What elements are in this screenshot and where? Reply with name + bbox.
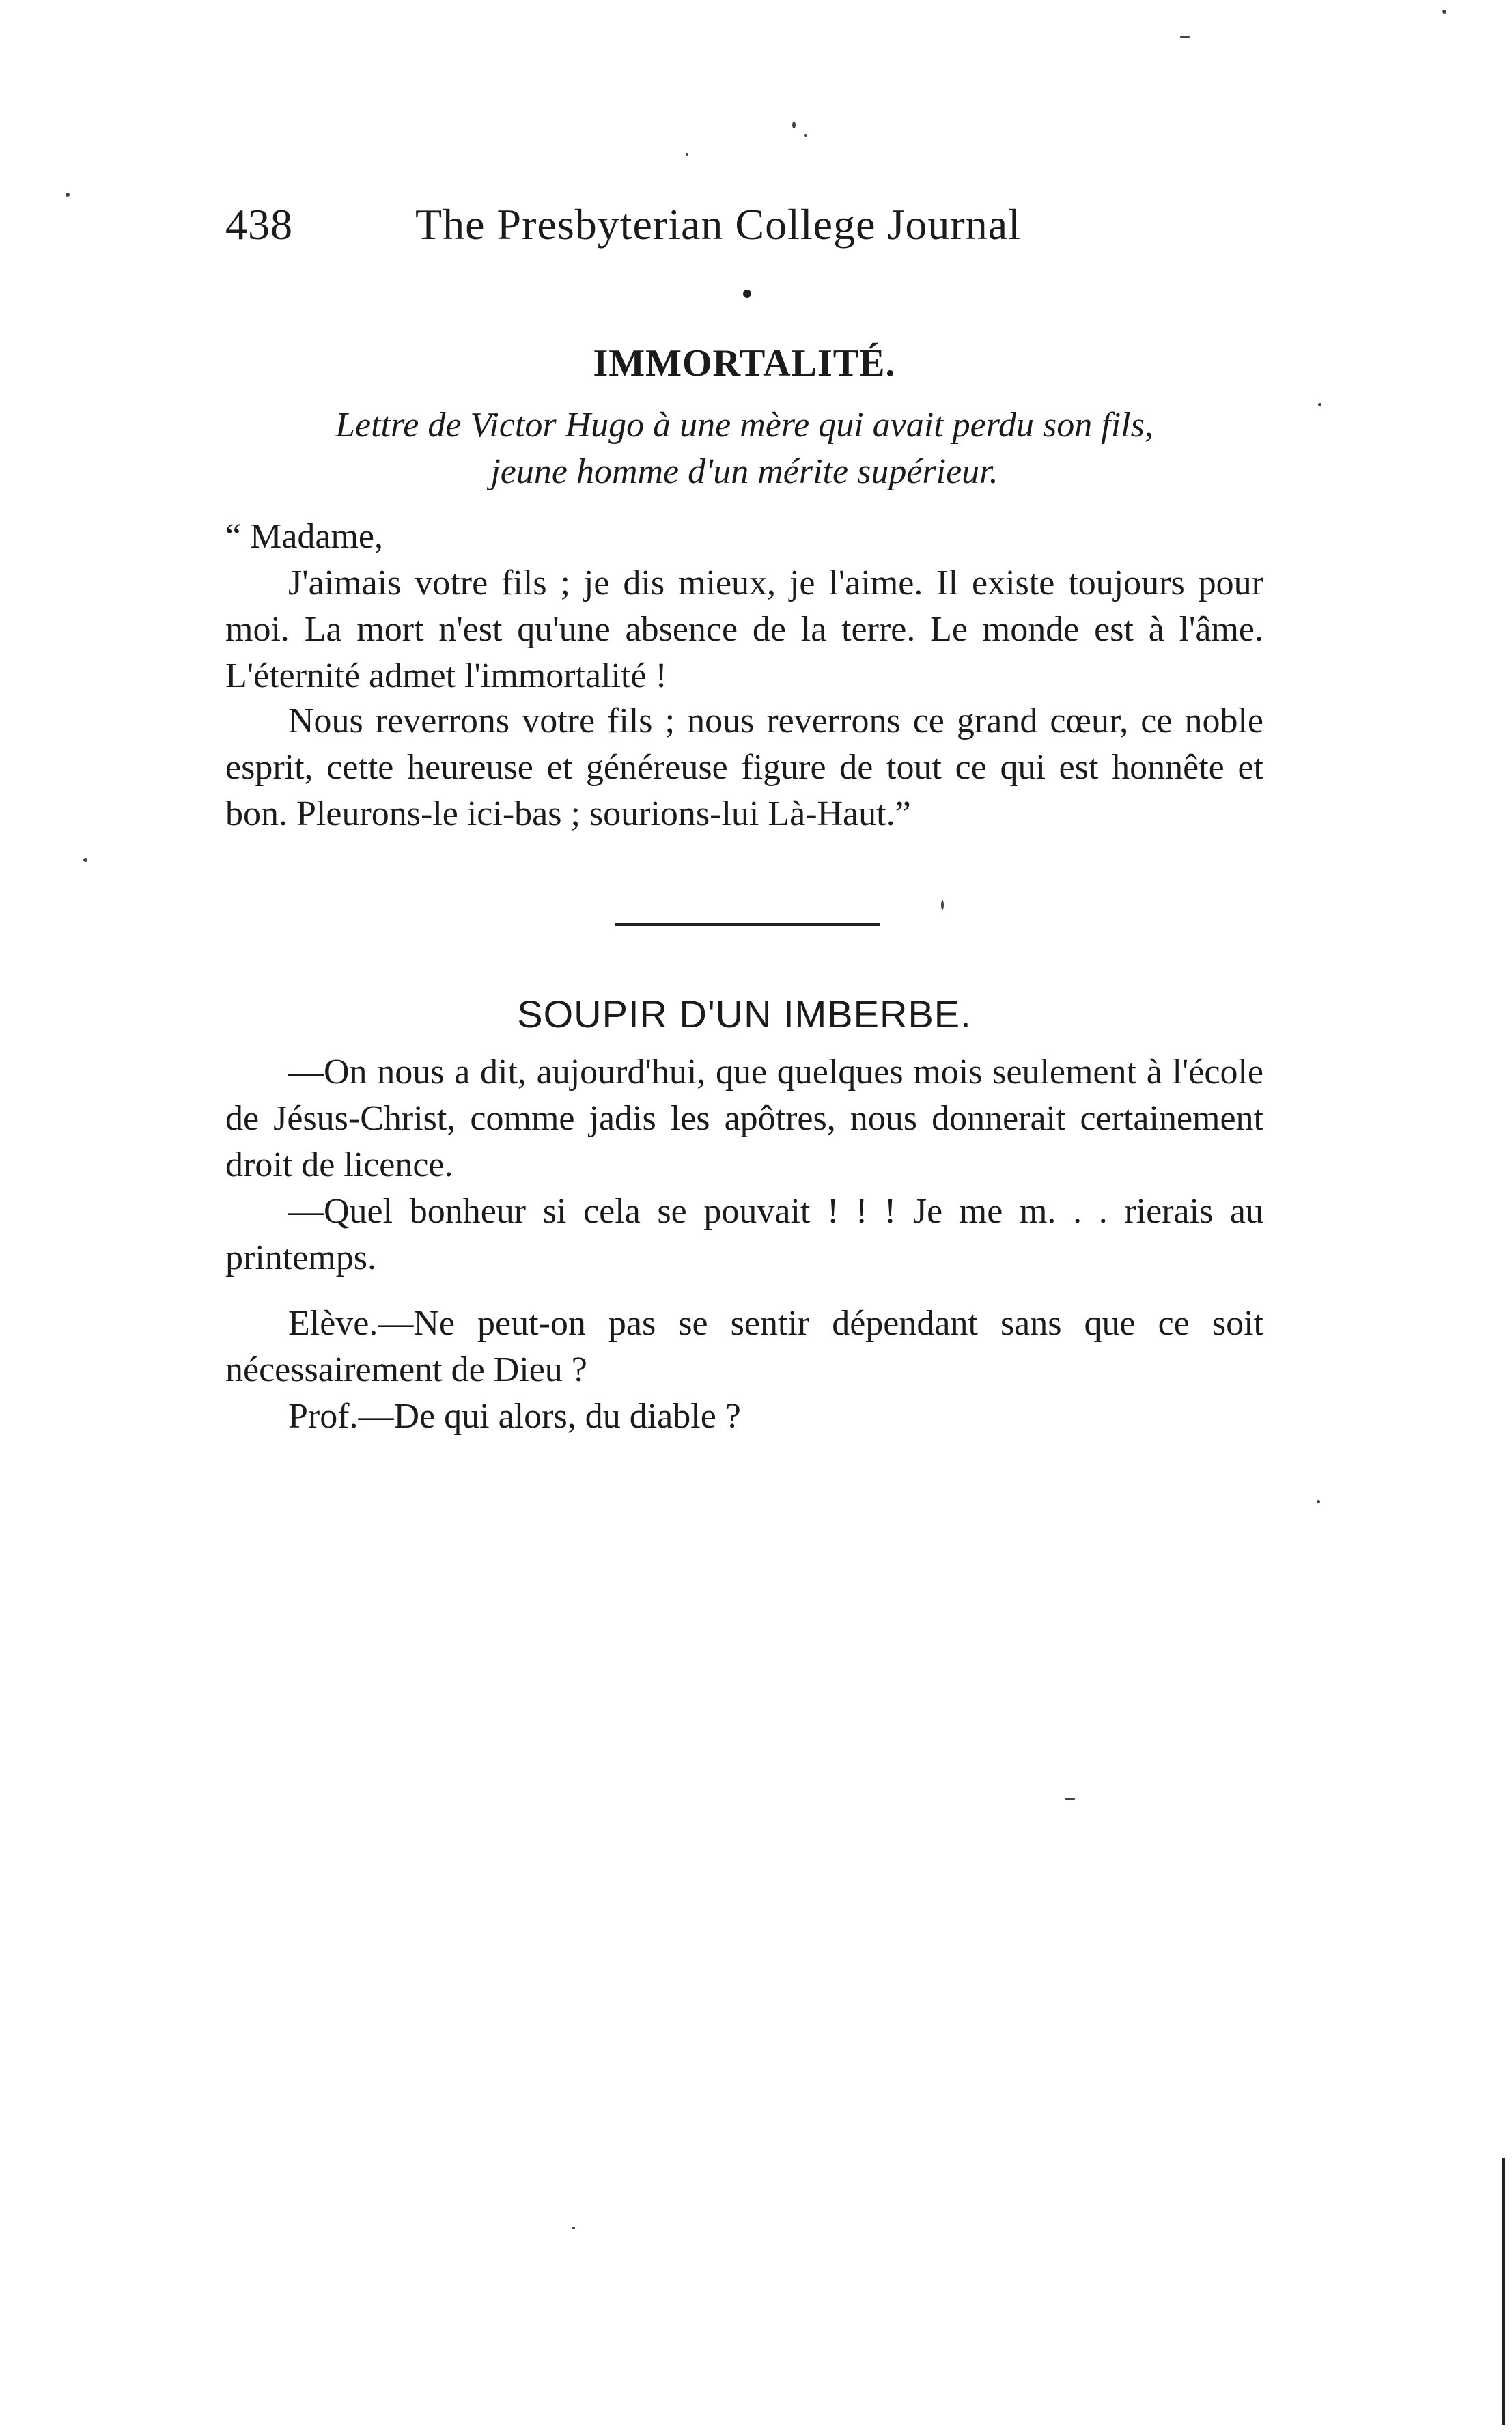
scan-speck <box>1180 36 1190 38</box>
scan-speck <box>572 2227 575 2229</box>
scan-speck <box>1442 10 1446 14</box>
letter-salutation: “ Madame, <box>225 517 384 556</box>
section-title-soupir: SOUPIR D'UN IMBERBE. <box>517 992 972 1035</box>
ornament-dot <box>743 290 751 298</box>
page-number: 438 <box>225 200 293 249</box>
scan-speck <box>1317 1500 1320 1503</box>
section-divider <box>615 923 880 926</box>
scan-speck <box>792 122 796 128</box>
scan-edge-mark <box>1502 2158 1505 2425</box>
journal-title: The Presbyterian College Journal <box>415 200 1021 249</box>
scan-speck <box>941 900 944 910</box>
subtitle-line: jeune homme d'un mérite supérieur. <box>490 452 998 491</box>
scan-speck <box>686 153 688 156</box>
running-header <box>225 199 1086 261</box>
scan-speck <box>66 193 70 197</box>
dialogue-paragraph: —On nous a dit, aujourd'hui, que quelques mois seulement à l'école de Jésus-Christ, comme jadis les apôtres, nous donnerait certainement droit de licence. <box>225 1053 1263 1184</box>
dialogue-paragraph: —Quel bonheur si cela se pouvait ! ! ! Je me m. . . rierais au printemps. <box>225 1192 1263 1277</box>
letter-paragraph: Nous reverrons votre fils ; nous reverrons ce grand cœur, ce noble esprit, cette heureuse et généreuse figure de tout ce qui est honnête et bon. Pleurons-le ici-bas ; sourions-lui Là-Haut.” <box>225 701 1263 833</box>
scan-speck <box>1065 1798 1075 1800</box>
scan-speck <box>83 858 87 862</box>
dialogue-paragraph: Prof.—De qui alors, du diable ? <box>288 1397 741 1436</box>
scan-speck <box>1318 403 1321 406</box>
section-title-immortalite: IMMORTALITÉ. <box>593 342 896 385</box>
subtitle-line: Lettre de Victor Hugo à une mère qui avait perdu son fils, <box>335 406 1153 445</box>
dialogue-paragraph: Elève.—Ne peut-on pas se sentir dépendant sans que ce soit nécessairement de Dieu ? <box>225 1304 1263 1389</box>
scan-speck <box>804 134 807 137</box>
letter-paragraph: J'aimais votre fils ; je dis mieux, je l'aime. Il existe toujours pour moi. La mort n'est qu'une absence de la terre. Le monde est à l'âme. L'éternité admet l'immortalité ! <box>225 563 1263 695</box>
